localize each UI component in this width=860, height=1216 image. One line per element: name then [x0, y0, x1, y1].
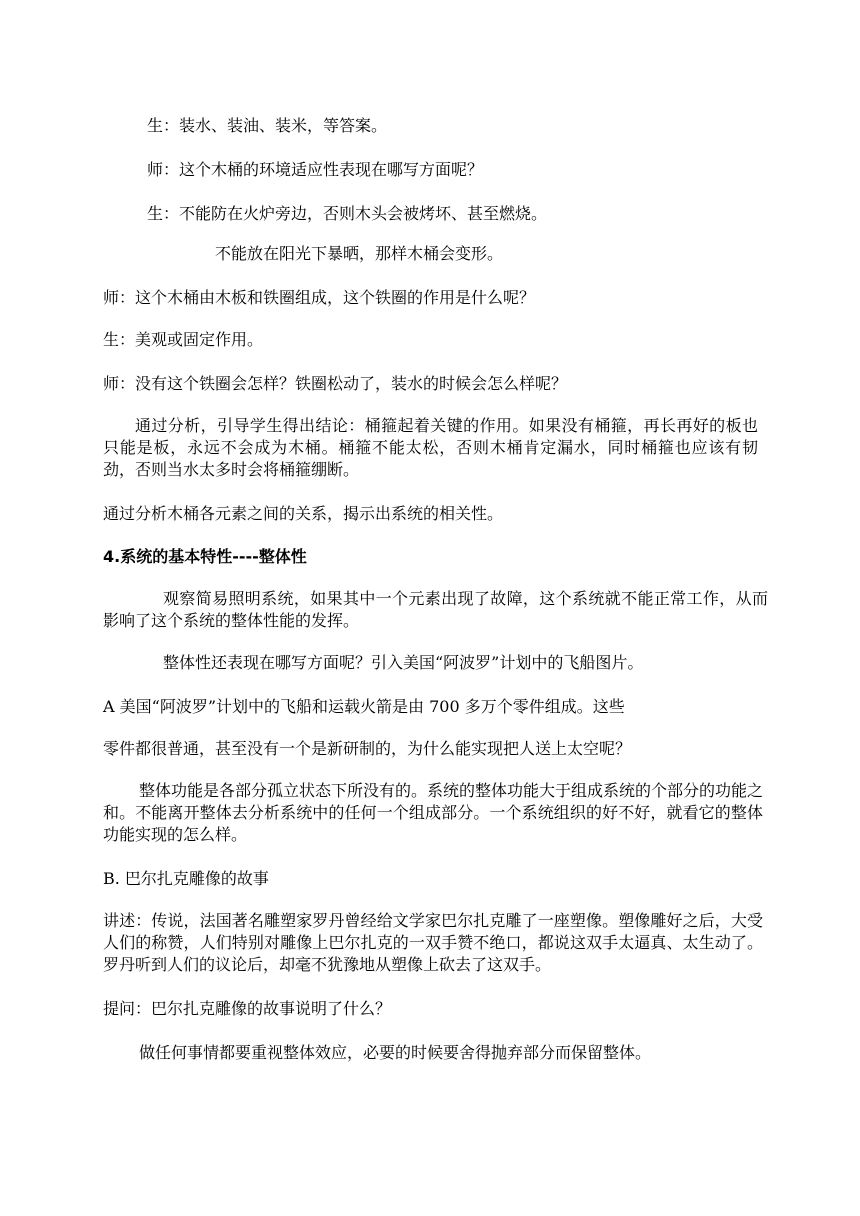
paragraph: A 美国“阿波罗”计划中的飞船和运载火箭是由 700 多万个零件组成。这些 — [103, 697, 625, 716]
paragraph: 生：不能防在火炉旁边，否则木头会被烤坏、甚至燃烧。 — [147, 204, 548, 223]
paragraph: 整体功能是各部分孤立状态下所没有的。系统的整体功能大于组成系统的个部分的功能之和。不能离开整体去分析系统中的任何一个组成部分。一个系统组织的好不好，就看它的整体功能实现的怎么样。 — [103, 781, 764, 844]
paragraph: 生：装水、装油、装米，等答案。 — [147, 116, 388, 135]
paragraph: 提问：巴尔扎克雕像的故事说明了什么？ — [103, 999, 392, 1018]
paragraph: 师：没有这个铁圈会怎样？铁圈松动了，装水的时候会怎么样呢？ — [103, 374, 568, 393]
paragraph: B. 巴尔扎克雕像的故事 — [103, 869, 269, 888]
paragraph: 不能放在阳光下暴晒，那样木桶会变形。 — [215, 244, 504, 263]
paragraph: 做任何事情都要重视整体效应，必要的时候要舍得抛弃部分而保留整体。 — [139, 1043, 652, 1062]
paragraph: 师：这个木桶由木板和铁圈组成，这个铁圈的作用是什么呢？ — [103, 288, 536, 307]
paragraph: 通过分析，引导学生得出结论：桶箍起着关键的作用。如果没有桶箍，再长再好的板也只能是板，永远不会成为木桶。桶箍不能太松，否则木桶肯定漏水，同时桶箍也应该有韧劲，否则当水太多时会将桶箍绷断。 — [103, 416, 758, 479]
paragraph: 观察简易照明系统，如果其中一个元素出现了故障，这个系统就不能正常工作，从而影响了这个系统的整体性能的发挥。 — [103, 589, 768, 630]
paragraph: 师：这个木桶的环境适应性表现在哪写方面呢？ — [147, 160, 484, 179]
paragraph: 讲述：传说，法国著名雕塑家罗丹曾经给文学家巴尔扎克雕了一座塑像。塑像雕好之后，大受人们的称赞，人们特别对雕像上巴尔扎克的一双手赞不绝口，都说这双手太逼真、太生动了。罗丹听到人们的议论后，却毫不犹豫地从塑像上砍去了这双手。 — [103, 911, 763, 974]
section-heading: 4.系统的基本特性----整体性 — [103, 547, 307, 566]
paragraph: 生：美观或固定作用。 — [103, 330, 264, 349]
paragraph: 整体性还表现在哪写方面呢？引入美国“阿波罗”计划中的飞船图片。 — [163, 653, 644, 672]
paragraph: 通过分析木桶各元素之间的关系，揭示出系统的相关性。 — [103, 504, 504, 523]
paragraph: 零件都很普通，甚至没有一个是新研制的，为什么能实现把人送上太空呢？ — [103, 739, 632, 758]
